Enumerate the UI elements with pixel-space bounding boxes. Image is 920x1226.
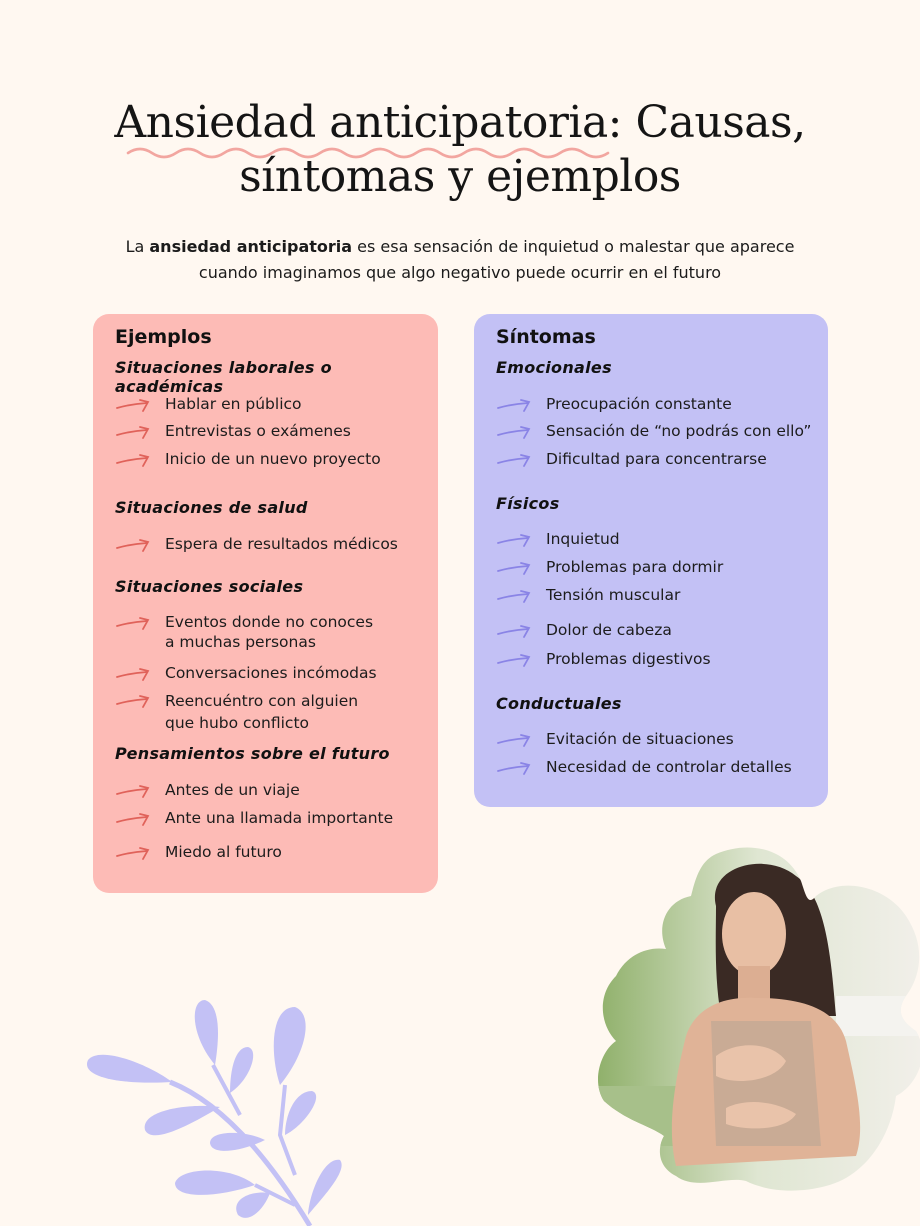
list-item: Espera de resultados médicos [115,534,398,554]
list-item: Evitación de situaciones [496,729,734,749]
ejemplos-card [93,314,438,893]
list-item: Miedo al futuro [115,842,282,862]
list-item: Tensión muscular [496,585,680,605]
list-item: Inicio de un nuevo proyecto [115,449,381,469]
arrow-icon [496,759,536,777]
list-item: Problemas para dormir [496,557,723,577]
arrow-icon [115,451,155,469]
list-item: Necesidad de controlar detalles [496,757,792,777]
list-item: Reencuéntro con alguien que hubo conflicto [115,690,358,734]
section-title: Conductuales [496,694,622,713]
list-item: Preocupación constante [496,394,732,414]
woman-photo [596,846,920,1191]
arrow-icon [496,451,536,469]
section-title: Situaciones laborales o académicas [115,358,332,396]
intro-text: La ansiedad anticipatoria es esa sensación de inquietud o malestar que aparece cuando imaginamos que algo negativo puede ocurrir en el futuro [125,237,795,282]
list-item: Inquietud [496,529,620,549]
arrow-icon [496,559,536,577]
arrow-icon [115,665,155,683]
arrow-icon [115,810,155,828]
arrow-icon [115,614,155,632]
arrow-icon [115,396,155,414]
section-title: Situaciones sociales [115,577,304,596]
squiggle-underline-icon [126,143,618,159]
list-item: Problemas digestivos [496,649,711,669]
arrow-icon [115,782,155,800]
arrow-icon [496,651,536,669]
list-item: Dificultad para concentrarse [496,449,767,469]
sintomas-title: Síntomas [496,326,596,348]
list-item: Hablar en público [115,394,302,414]
section-title: Situaciones de salud [115,498,308,517]
arrow-icon [115,844,155,862]
arrow-icon [115,536,155,554]
title-line-2: síntomas y ejemplos [239,151,681,202]
ejemplos-title: Ejemplos [115,326,212,348]
arrow-icon [496,423,536,441]
list-item: Ante una llamada importante [115,808,393,828]
section-title: Físicos [496,494,560,513]
arrow-icon [496,587,536,605]
intro-bold-term: ansiedad anticipatoria [149,237,353,256]
list-item: Eventos donde no conoces a muchas personas [115,612,373,652]
list-item: Dolor de cabeza [496,620,672,640]
arrow-icon [496,396,536,414]
sintomas-card [474,314,828,807]
list-item: Conversaciones incómodas [115,663,377,683]
arrow-icon [115,423,155,441]
leaf-branch-icon [80,985,360,1226]
section-title: Pensamientos sobre el futuro [115,744,390,763]
list-item: Antes de un viaje [115,780,300,800]
arrow-icon [496,531,536,549]
arrow-icon [496,622,536,640]
arrow-icon [496,731,536,749]
title-line-1: Ansiedad anticipatoria: Causas, [114,97,806,148]
section-title: Emocionales [496,358,612,377]
arrow-icon [115,692,155,710]
list-item: Sensación de “no podrás con ello” [496,421,811,441]
list-item: Entrevistas o exámenes [115,421,351,441]
